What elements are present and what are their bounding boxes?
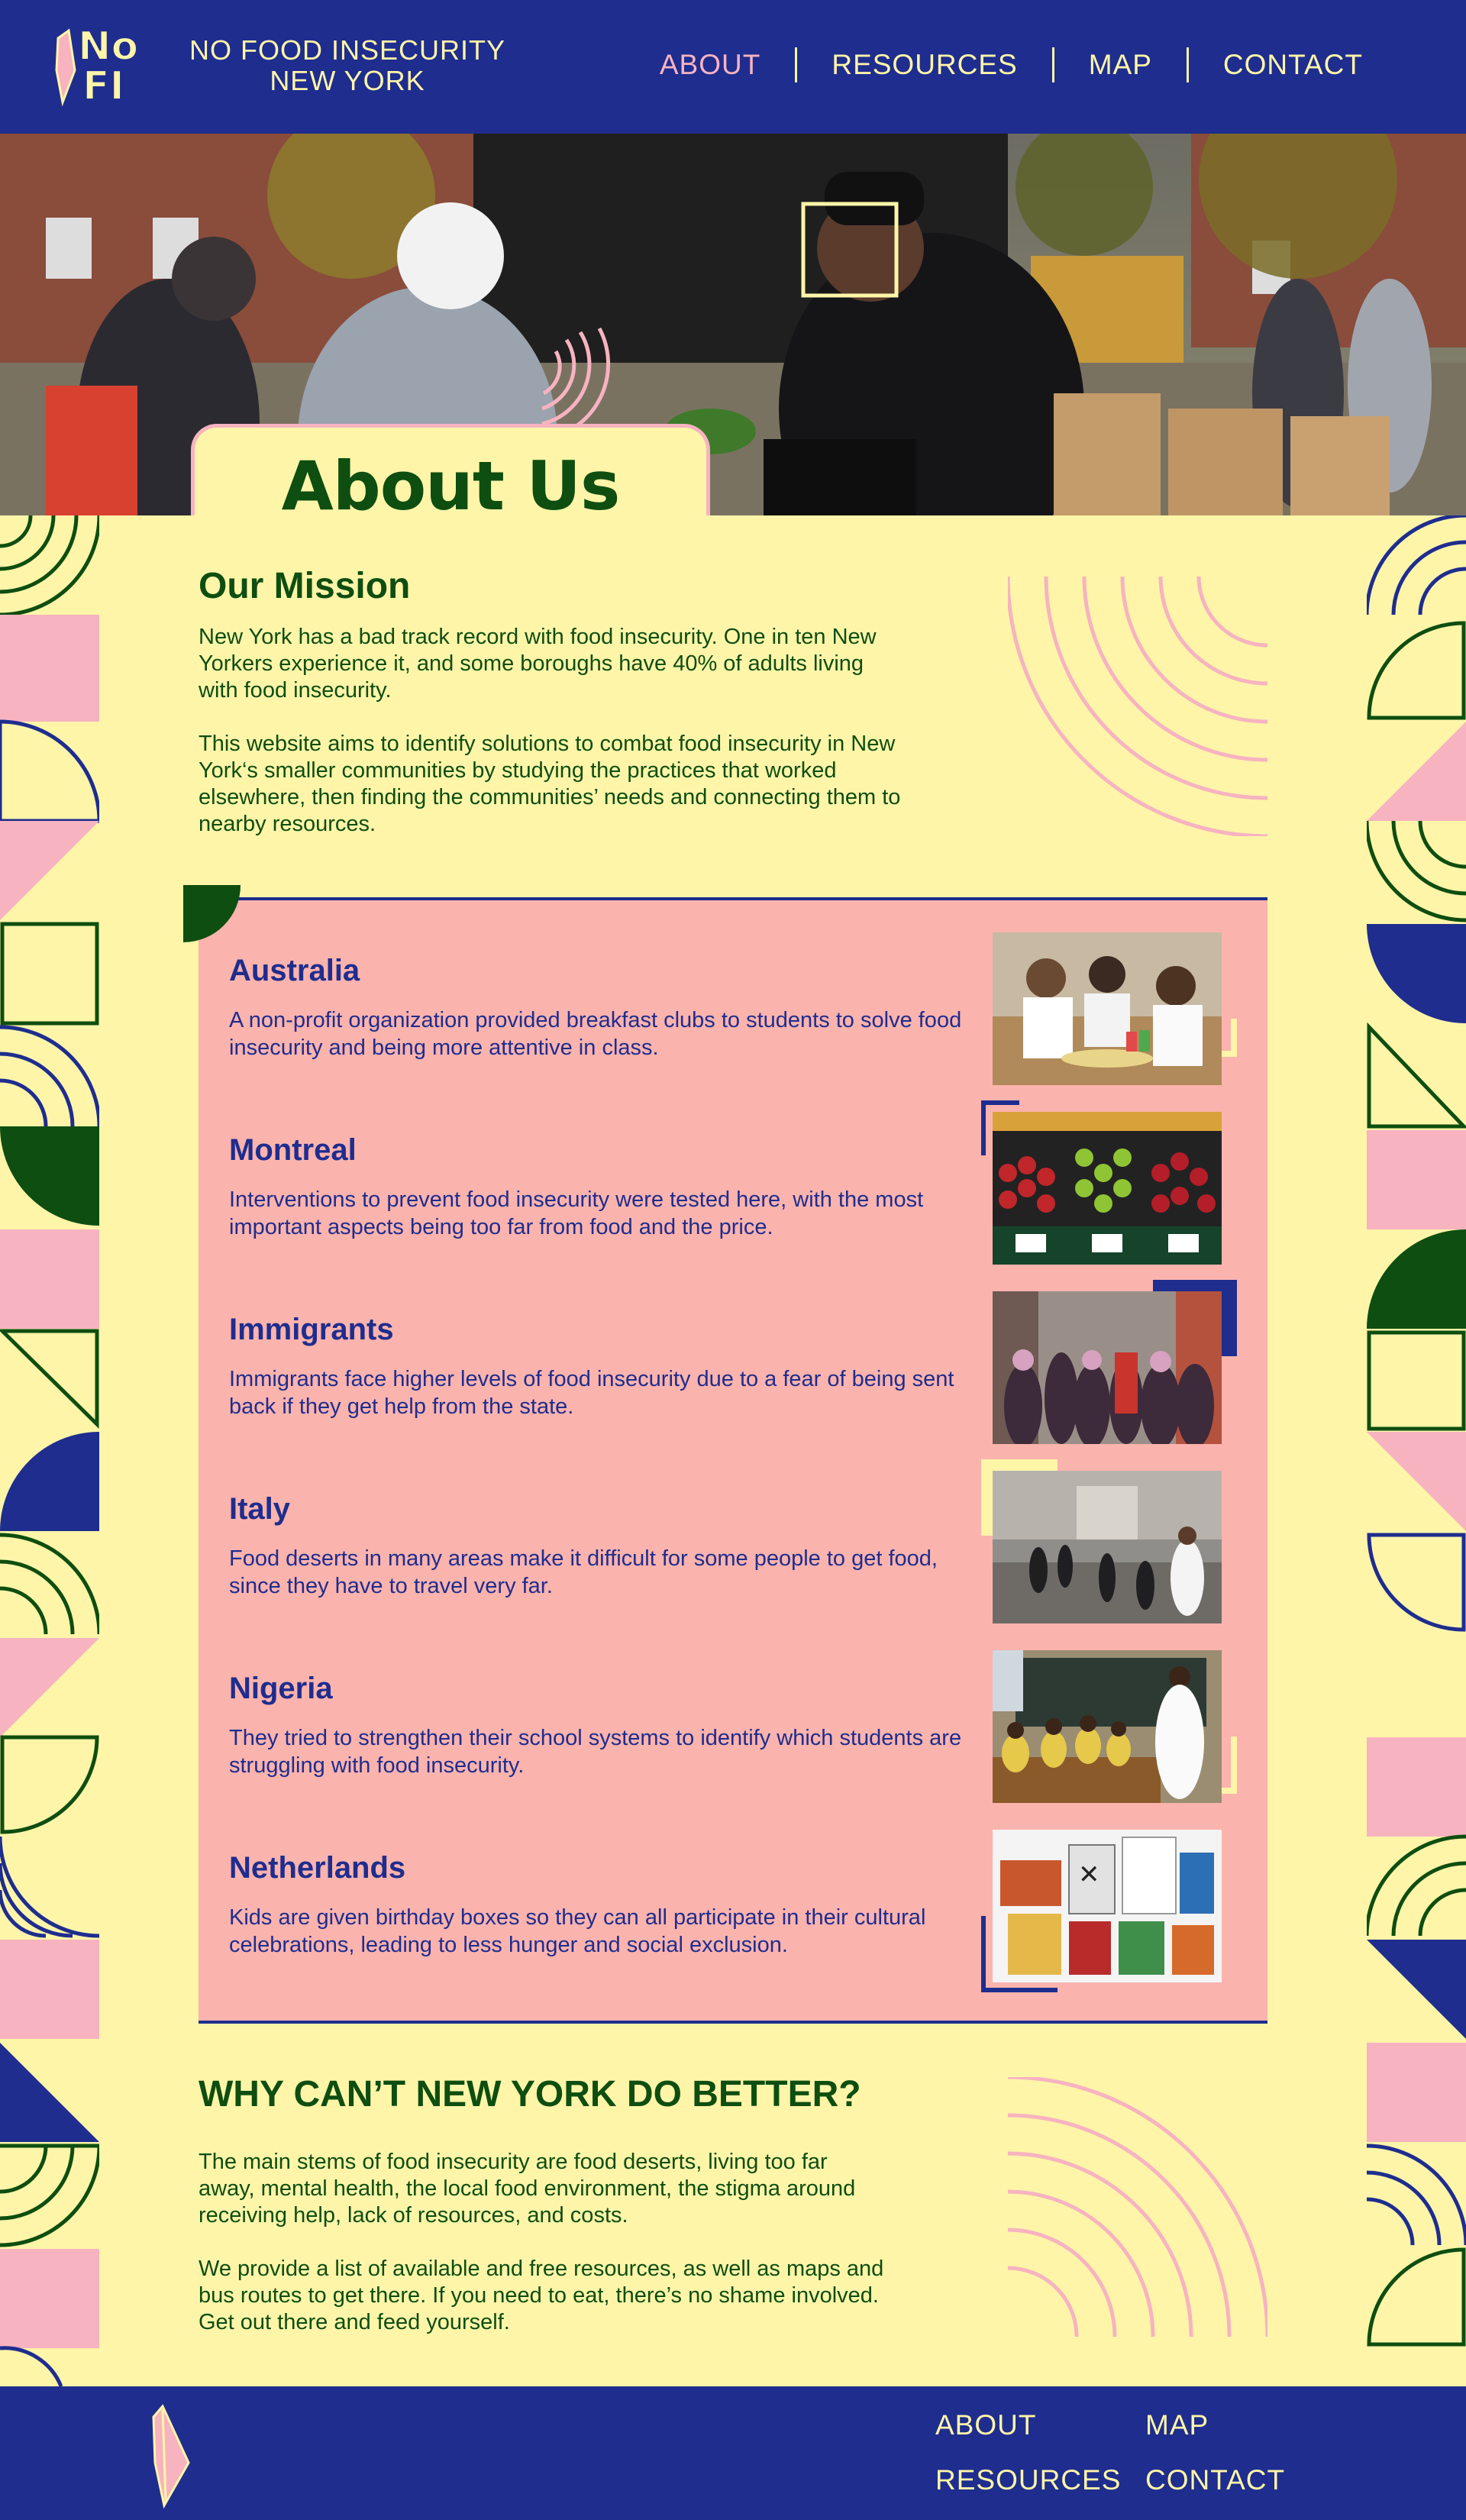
svg-text:FI: FI <box>82 63 124 108</box>
mission-arc-decoration <box>1008 577 1267 836</box>
location-australia <box>229 954 962 1061</box>
location-photo-immigrants[interactable] <box>993 1291 1222 1444</box>
svg-text:No: No <box>78 24 139 69</box>
location-text: Food deserts in many areas make it difficult for some people to get food, since they have to travel very far. <box>229 1546 938 1598</box>
location-text: They tried to strengthen their school systems to identify which students are struggling with food insecurity. <box>229 1726 962 1778</box>
location-text: Interventions to prevent food insecurity were tested here, with the most important aspects being too far from food and the price. <box>229 1187 924 1239</box>
location-title: Montreal <box>229 1133 357 1167</box>
location-photo-netherlands[interactable] <box>993 1830 1222 1982</box>
why-paragraph-2: We provide a list of available and free resources, as well as maps and bus routes to get there. If you need to eat, there’s no shame involved. Get out there and feed yourself. <box>199 2257 884 2334</box>
locations-section <box>199 897 1267 2024</box>
right-decorative-pattern <box>1367 515 1466 2386</box>
site-header <box>0 0 1466 134</box>
location-photo-australia[interactable] <box>993 932 1222 1085</box>
location-montreal <box>229 1133 962 1241</box>
location-text: A non-profit organization provided breakfast clubs to students to solve food insecurity and being more attentive in class. <box>229 1008 962 1060</box>
why-paragraph-1: The main stems of food insecurity are food deserts, living too far away, mental health, the local food environment, the stigma around receiving help, lack of resources, and costs. <box>199 2150 856 2228</box>
location-title: Australia <box>229 954 360 987</box>
nav-about[interactable]: ABOUT <box>659 49 761 80</box>
nav-contact[interactable]: CONTACT <box>1222 49 1363 80</box>
why-title: WHY CAN’T NEW YORK DO BETTER? <box>199 2074 861 2115</box>
location-title: Immigrants <box>229 1313 394 1346</box>
site-footer <box>0 2386 1466 2520</box>
location-immigrants <box>229 1313 962 1420</box>
location-italy <box>229 1492 962 1600</box>
location-title: Italy <box>229 1492 291 1526</box>
site-name-line1: NO FOOD INSECURITY <box>189 34 506 66</box>
why-arc-decoration <box>1008 2077 1267 2337</box>
corner-quarter-circle <box>183 885 244 946</box>
nav-map[interactable]: MAP <box>1088 49 1152 80</box>
footer-link-about[interactable]: ABOUT <box>935 2409 1037 2441</box>
mission-paragraph-1: New York has a bad track record with food insecurity. One in ten New Yorkers experience it, and some boroughs have 40% of adults living with food insecurity. <box>199 625 877 703</box>
location-title: Nigeria <box>229 1672 333 1705</box>
footer-link-map[interactable]: MAP <box>1145 2409 1209 2441</box>
location-text: Kids are given birthday boxes so they can all participate in their cultural celebrations, leading to less hunger and social exclusion. <box>229 1905 926 1957</box>
nofi-logo[interactable] <box>52 17 159 108</box>
site-name-line2: NEW YORK <box>270 65 425 96</box>
svg-text:✕: ✕ <box>1078 1859 1100 1890</box>
footer-logo-icon[interactable] <box>149 2402 195 2509</box>
mission-paragraph-2: This website aims to identify solutions to combat food insecurity in New York‘s smaller communities by studying the practices that worked elsewhere, then finding the communities’ needs and connecting them to nearby resources. <box>199 732 901 836</box>
location-photo-nigeria[interactable] <box>993 1650 1222 1803</box>
mission-title: Our Mission <box>199 566 411 606</box>
footer-link-resources[interactable]: RESOURCES <box>935 2464 1122 2496</box>
nav-resources[interactable]: RESOURCES <box>831 49 1018 80</box>
location-photo-italy[interactable] <box>993 1471 1222 1623</box>
location-text: Immigrants face higher levels of food insecurity due to a fear of being sent back if they get help from the state. <box>229 1367 954 1419</box>
main-nav <box>625 47 1397 82</box>
site-name <box>183 35 512 96</box>
page-title: About Us <box>281 447 620 525</box>
location-photo-montreal[interactable] <box>993 1112 1222 1265</box>
location-title: Netherlands <box>229 1851 406 1885</box>
left-decorative-pattern <box>0 515 99 2386</box>
location-netherlands <box>229 1851 962 1959</box>
footer-link-contact[interactable]: CONTACT <box>1145 2464 1286 2496</box>
location-nigeria <box>229 1672 962 1779</box>
